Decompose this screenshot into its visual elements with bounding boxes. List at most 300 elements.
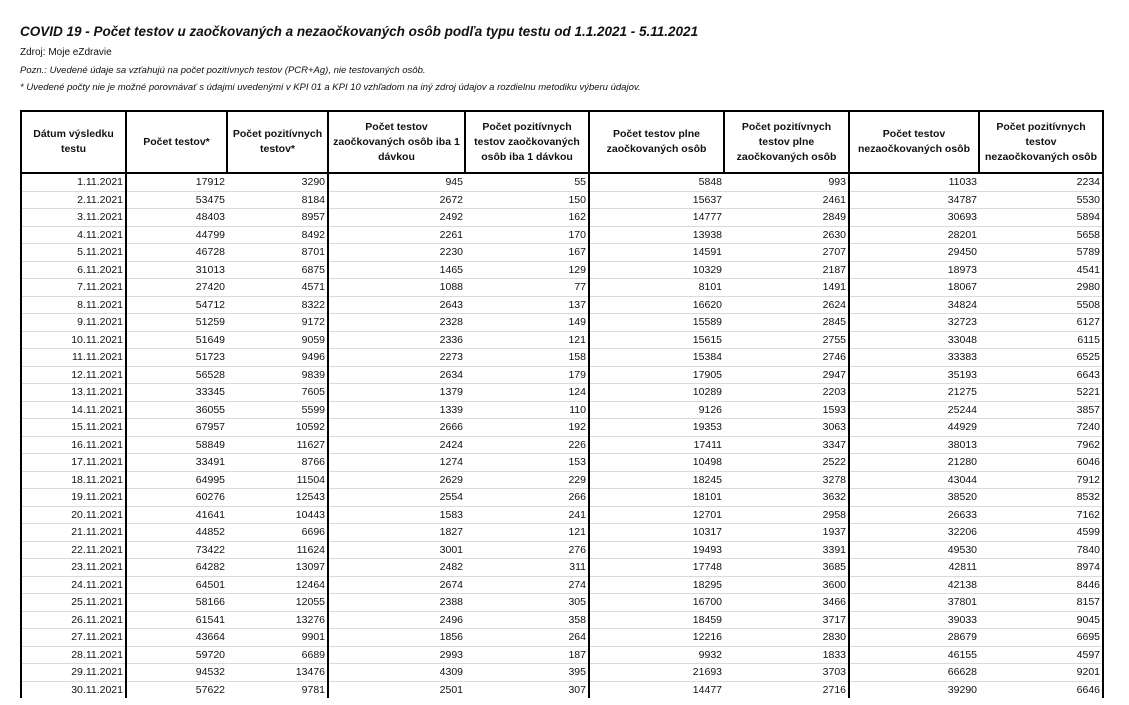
cell-tests-full: 21693 [589,664,724,682]
cell-positive-one-dose: 229 [465,471,589,489]
cell-positive-unvaccinated: 5508 [979,296,1103,314]
cell-positive: 10443 [227,506,328,524]
cell-positive-unvaccinated: 9201 [979,664,1103,682]
cell-positive: 3290 [227,173,328,191]
cell-tests: 58166 [126,594,227,612]
cell-positive-one-dose: 187 [465,646,589,664]
cell-positive-full: 1937 [724,524,849,542]
cell-tests-one-dose: 1379 [328,384,465,402]
table-row [21,506,1103,524]
note-line: Pozn.: Uvedené údaje sa vzťahujú na počet pozitívnych testov (PCR+Ag), nie testovaných osôb. [20,65,426,76]
cell-date: 15.11.2021 [21,419,126,437]
table-row [21,436,1103,454]
cell-positive-unvaccinated: 4599 [979,524,1103,542]
cell-tests-one-dose: 2388 [328,594,465,612]
cell-positive: 4571 [227,279,328,297]
cell-tests-full: 5848 [589,173,724,191]
column-header-tests-unvaccinated: Počet testov nezaočkovaných osôb [849,111,979,173]
cell-tests-one-dose: 2482 [328,559,465,577]
cell-tests-one-dose: 2501 [439,683,463,696]
cell-date: 26.11.2021 [21,611,126,629]
cell-tests: 51259 [126,314,227,332]
cell-tests-full: 10317 [589,524,724,542]
cell-date: 14.11.2021 [21,401,126,419]
cell-positive-unvaccinated: 5530 [979,191,1103,209]
cell-tests-unvaccinated: 32723 [849,314,979,332]
cell-positive-unvaccinated: 6525 [979,349,1103,367]
cell-positive-one-dose: 55 [465,173,589,191]
cell-date: 5.11.2021 [21,244,126,262]
cell-date: 19.11.2021 [21,489,126,507]
cell-positive-one-dose: 266 [465,489,589,507]
cell-tests: 73422 [126,541,227,559]
cell-tests-one-dose: 1465 [328,261,465,279]
cell-tests-full: 18101 [589,489,724,507]
cell-positive-one-dose: 264 [465,629,589,647]
cell-positive-one-dose: 274 [465,576,589,594]
cell-positive-unvaccinated: 8532 [979,489,1103,507]
cell-positive: 6689 [227,646,328,664]
table-row [21,681,1103,698]
column-header-date: Dátum výsledku testu [21,111,126,173]
cell-positive: 8766 [227,454,328,472]
cell-tests: 61541 [126,611,227,629]
cell-tests-unvaccinated: 42811 [849,559,979,577]
table-row [21,594,1103,612]
cell-positive: 13276 [227,611,328,629]
cell-tests-one-dose: 1088 [328,279,465,297]
cell-positive-full: 3632 [724,489,849,507]
cell-tests-one-dose: 2492 [328,209,465,227]
cell-positive-full: 2830 [724,629,849,647]
cell-positive-full: 3466 [724,594,849,612]
cell-tests-full: 13938 [589,226,724,244]
cell-positive-unvaccinated: 7840 [979,541,1103,559]
cell-tests-unvaccinated: 28679 [849,629,979,647]
cell-positive: 11624 [227,541,328,559]
cell-positive-one-dose: 137 [465,296,589,314]
cell-positive-one-dose: 124 [465,384,589,402]
cell-positive-full: 3685 [724,559,849,577]
cell-positive-unvaccinated: 6127 [979,314,1103,332]
cell-positive-full: 2716 [724,681,849,698]
cell-tests: 27420 [126,279,227,297]
cell-tests: 57622 [195,683,225,696]
cell-date: 13.11.2021 [21,384,126,402]
table-row [21,541,1103,559]
cell-tests: 60276 [126,489,227,507]
cell-positive-unvaccinated: 3857 [979,401,1103,419]
cell-positive-one-dose: 167 [465,244,589,262]
cell-positive: 10592 [227,419,328,437]
cell-tests-full: 12216 [589,629,724,647]
cell-date: 29.11.2021 [21,664,126,682]
cell-tests-one-dose: 2666 [328,419,465,437]
cell-tests: 43664 [126,629,227,647]
cell-positive-full: 1833 [724,646,849,664]
cell-positive-unvaccinated: 8446 [979,576,1103,594]
column-header-tests-one-dose: Počet testov zaočkovaných osôb iba 1 dávkou [328,111,465,173]
cell-positive: 13097 [227,559,328,577]
cell-tests-full: 12701 [589,506,724,524]
cell-tests-full: 18459 [589,611,724,629]
cell-tests-unvaccinated: 44929 [849,419,979,437]
cell-tests-full: 18295 [589,576,724,594]
cell-date: 24.11.2021 [21,576,126,594]
cell-tests-one-dose: 1274 [328,454,465,472]
cell-positive-unvaccinated: 6046 [979,454,1103,472]
cell-tests: 44852 [126,524,227,542]
cell-tests-full: 15589 [589,314,724,332]
cell-positive-unvaccinated: 9045 [979,611,1103,629]
cell-positive-full: 3347 [724,436,849,454]
cell-positive: 6696 [227,524,328,542]
cell-positive-one-dose: 395 [465,664,589,682]
cell-tests-full: 8101 [589,279,724,297]
cell-date: 2.11.2021 [21,191,126,209]
cell-tests-one-dose: 2273 [328,349,465,367]
column-header-tests-full: Počet testov plne zaočkovaných osôb [589,111,724,173]
cell-positive-full: 2849 [724,209,849,227]
cell-date: 8.11.2021 [21,296,126,314]
source-line: Zdroj: Moje eZdravie [20,47,112,58]
cell-positive: 12464 [227,576,328,594]
cell-positive-full: 3063 [724,419,849,437]
cell-tests-unvaccinated: 18067 [849,279,979,297]
cell-positive-full: 2203 [724,384,849,402]
cell-tests-one-dose: 2634 [328,366,465,384]
cell-positive-full: 2845 [724,314,849,332]
cell-tests: 56528 [126,366,227,384]
cell-tests-unvaccinated: 28201 [849,226,979,244]
cell-date: 30.11.2021 [21,681,126,698]
cell-tests: 94532 [126,664,227,682]
cell-tests-unvaccinated: 30693 [849,209,979,227]
cell-positive: 12543 [227,489,328,507]
cell-tests-one-dose: 1339 [328,401,465,419]
table-row [21,244,1103,262]
cell-tests-full: 10498 [589,454,724,472]
table-row [21,209,1103,227]
cell-positive: 9901 [227,629,328,647]
cell-positive: 11627 [227,436,328,454]
cell-date: 28.11.2021 [21,646,126,664]
cell-date: 23.11.2021 [21,559,126,577]
table-body [21,173,1103,698]
table-row [21,629,1103,647]
cell-tests: 64282 [126,559,227,577]
cell-positive-one-dose: 307 [465,681,589,698]
table-row [21,646,1103,664]
cell-tests-one-dose: 945 [328,173,465,191]
cell-tests: 33345 [126,384,227,402]
cell-positive-full: 2958 [724,506,849,524]
cell-date: 17.11.2021 [21,454,126,472]
cell-positive-unvaccinated: 6695 [979,629,1103,647]
cell-positive-unvaccinated: 5221 [979,384,1103,402]
cell-date: 10.11.2021 [21,331,126,349]
cell-positive-full: 3703 [724,664,849,682]
cell-positive: 7605 [227,384,328,402]
cell-positive-unvaccinated: 8157 [979,594,1103,612]
data-table [20,110,1104,698]
cell-positive-unvaccinated: 6646 [979,681,1103,698]
cell-tests-unvaccinated: 29450 [849,244,979,262]
cell-positive-one-dose: 192 [465,419,589,437]
cell-tests-unvaccinated: 18973 [849,261,979,279]
table-row [21,279,1103,297]
cell-positive: 12055 [227,594,328,612]
cell-tests: 59720 [126,646,227,664]
cell-date: 20.11.2021 [21,506,126,524]
cell-tests-unvaccinated: 34824 [849,296,979,314]
cell-tests-unvaccinated: 34787 [849,191,979,209]
cell-positive-full: 2522 [724,454,849,472]
cell-positive-unvaccinated: 7962 [979,436,1103,454]
cell-tests-one-dose: 2672 [328,191,465,209]
cell-positive-full: 3600 [724,576,849,594]
table-row [21,524,1103,542]
table-row [21,191,1103,209]
cell-positive-unvaccinated: 2234 [979,173,1103,191]
cell-tests-full: 17905 [589,366,724,384]
column-header-positive-full: Počet pozitívnych testov plne zaočkovaných osôb [724,111,849,173]
cell-date: 27.11.2021 [21,629,126,647]
table-row [21,173,1103,191]
cell-tests-unvaccinated: 38013 [849,436,979,454]
cell-tests: 54712 [126,296,227,314]
cell-tests: 58849 [126,436,227,454]
cell-positive-one-dose: 276 [465,541,589,559]
cell-tests-full: 18245 [589,471,724,489]
cell-positive-one-dose: 226 [465,436,589,454]
cell-tests-one-dose: 2261 [328,226,465,244]
cell-tests: 51723 [126,349,227,367]
column-header-positive-unvaccinated: Počet pozitívnych testov nezaočkovaných osôb [979,111,1103,173]
cell-positive-unvaccinated: 8974 [979,559,1103,577]
cell-positive-full: 2624 [724,296,849,314]
cell-tests-full: 19493 [589,541,724,559]
page-title: COVID 19 - Počet testov u zaočkovaných a nezaočkovaných osôb podľa typu testu od 1.1.2021 - 5.11.2021 [20,24,699,39]
cell-tests-unvaccinated: 25244 [849,401,979,419]
cell-date: 6.11.2021 [21,261,126,279]
cell-positive-unvaccinated: 7912 [979,471,1103,489]
cell-positive: 9781 [227,681,328,698]
cell-tests-unvaccinated: 11033 [849,173,979,191]
cell-positive-one-dose: 358 [465,611,589,629]
cell-tests: 51649 [126,331,227,349]
cell-tests: 41641 [126,506,227,524]
cell-tests: 33491 [126,454,227,472]
cell-tests-full: 10329 [589,261,724,279]
table-row [21,611,1103,629]
cell-tests-unvaccinated: 32206 [849,524,979,542]
cell-date: 3.11.2021 [21,209,126,227]
cell-positive: 9839 [227,366,328,384]
cell-positive-unvaccinated: 7240 [979,419,1103,437]
cell-positive-one-dose: 179 [465,366,589,384]
cell-tests-full: 16620 [589,296,724,314]
cell-tests-one-dose: 2230 [328,244,465,262]
cell-positive: 8322 [227,296,328,314]
disclaimer-line: * Uvedené počty nie je možné porovnávať s údajmi uvedenými v KPI 01 a KPI 10 vzhľadom na iný zdroj údajov a rozdielnu metodiku výberu údajov. [20,82,641,93]
cell-positive-unvaccinated: 5894 [979,209,1103,227]
table-row [21,366,1103,384]
cell-tests-unvaccinated: 26633 [849,506,979,524]
cell-positive-one-dose: 121 [465,524,589,542]
cell-date: 22.11.2021 [21,541,126,559]
table-row [21,401,1103,419]
cell-positive-one-dose: 311 [465,559,589,577]
column-header-positive-one-dose: Počet pozitívnych testov zaočkovaných osôb iba 1 dávkou [465,111,589,173]
cell-positive-unvaccinated: 4541 [979,261,1103,279]
cell-positive-one-dose: 153 [465,454,589,472]
cell-positive-one-dose: 150 [465,191,589,209]
table-header-row [21,111,1103,173]
cell-positive-one-dose: 149 [465,314,589,332]
cell-positive-full: 2755 [724,331,849,349]
cell-date: 7.11.2021 [21,279,126,297]
cell-tests: 36055 [126,401,227,419]
cell-positive-full: 3717 [724,611,849,629]
cell-tests-unvaccinated: 38520 [849,489,979,507]
cell-tests: 44799 [126,226,227,244]
cell-positive-one-dose: 121 [465,331,589,349]
cell-positive: 9496 [227,349,328,367]
cell-positive-full: 2947 [724,366,849,384]
table-row [21,226,1103,244]
cell-date: 12.11.2021 [21,366,126,384]
cell-positive-full: 2630 [724,226,849,244]
cell-tests-one-dose: 2496 [328,611,465,629]
cell-positive-unvaccinated: 5658 [979,226,1103,244]
cell-tests-one-dose: 1583 [328,506,465,524]
cell-positive-full: 2746 [724,349,849,367]
cell-tests-one-dose: 2674 [328,576,465,594]
cell-tests: 64995 [126,471,227,489]
cell-tests-one-dose: 1856 [328,629,465,647]
cell-tests-full: 9932 [589,646,724,664]
cell-positive-one-dose: 158 [465,349,589,367]
table-row [21,664,1103,682]
cell-tests-one-dose: 2424 [328,436,465,454]
cell-positive: 8957 [227,209,328,227]
cell-tests: 53475 [126,191,227,209]
cell-positive: 8701 [227,244,328,262]
cell-tests-unvaccinated: 33048 [849,331,979,349]
cell-tests-one-dose: 4309 [328,664,465,682]
cell-tests: 46728 [126,244,227,262]
cell-tests-unvaccinated: 21275 [849,384,979,402]
cell-tests-unvaccinated: 49530 [849,541,979,559]
cell-date: 1.11.2021 [21,173,126,191]
cell-tests-one-dose: 2993 [328,646,465,664]
cell-tests-unvaccinated: 33383 [849,349,979,367]
cell-tests-full: 10289 [589,384,724,402]
cell-tests-unvaccinated: 21280 [849,454,979,472]
cell-positive: 6875 [227,261,328,279]
cell-tests-one-dose: 2336 [328,331,465,349]
cell-positive: 8492 [227,226,328,244]
cell-date: 21.11.2021 [21,524,126,542]
cell-positive: 5599 [227,401,328,419]
table-row [21,489,1103,507]
cell-date: 16.11.2021 [21,436,126,454]
cell-positive-unvaccinated: 5789 [979,244,1103,262]
cell-tests-unvaccinated: 37801 [849,594,979,612]
table-row [21,349,1103,367]
cell-tests-full: 14777 [589,209,724,227]
cell-tests-full: 15615 [589,331,724,349]
cell-tests: 64501 [126,576,227,594]
cell-tests-full: 9126 [589,401,724,419]
cell-tests-full: 15637 [589,191,724,209]
cell-tests: 17912 [126,173,227,191]
table-row [21,471,1103,489]
table-row [21,559,1103,577]
cell-tests-one-dose: 2643 [328,296,465,314]
cell-date: 11.11.2021 [21,349,126,367]
cell-tests-full: 16700 [589,594,724,612]
cell-positive-one-dose: 241 [465,506,589,524]
cell-tests-full: 14477 [692,683,722,696]
cell-tests-full: 19353 [589,419,724,437]
cell-positive-full: 3278 [724,471,849,489]
table-row [21,419,1103,437]
cell-positive-one-dose: 162 [465,209,589,227]
cell-positive-one-dose: 170 [465,226,589,244]
cell-positive-unvaccinated: 2980 [979,279,1103,297]
cell-positive-one-dose: 305 [465,594,589,612]
cell-tests-unvaccinated: 46155 [849,646,979,664]
table-row [21,296,1103,314]
cell-positive-full: 2707 [724,244,849,262]
cell-positive-full: 2187 [724,261,849,279]
cell-tests-unvaccinated: 35193 [849,366,979,384]
cell-tests-unvaccinated: 43044 [849,471,979,489]
column-header-positive: Počet pozitívnych testov* [227,111,328,173]
cell-tests-full: 17411 [589,436,724,454]
cell-tests-unvaccinated: 66628 [849,664,979,682]
cell-tests-one-dose: 2328 [328,314,465,332]
cell-positive: 13476 [227,664,328,682]
table-row [21,331,1103,349]
column-header-tests: Počet testov* [126,111,227,173]
table-row [21,576,1103,594]
cell-positive: 9059 [227,331,328,349]
cell-positive-full: 993 [724,173,849,191]
cell-positive-unvaccinated: 6643 [979,366,1103,384]
cell-positive-full: 2461 [724,191,849,209]
cell-positive-one-dose: 110 [465,401,589,419]
cell-tests: 48403 [126,209,227,227]
cell-tests-unvaccinated: 42138 [849,576,979,594]
data-table-container [20,110,1102,696]
cell-positive-one-dose: 129 [465,261,589,279]
cell-positive: 11504 [227,471,328,489]
cell-tests-one-dose: 3001 [328,541,465,559]
cell-positive-full: 1593 [724,401,849,419]
cell-positive-unvaccinated: 6115 [979,331,1103,349]
cell-positive-unvaccinated: 4597 [979,646,1103,664]
cell-date: 9.11.2021 [21,314,126,332]
table-row [21,314,1103,332]
table-row [21,454,1103,472]
cell-tests-unvaccinated: 39290 [947,683,977,696]
cell-positive: 8184 [227,191,328,209]
cell-positive-full: 1491 [724,279,849,297]
cell-positive-one-dose: 77 [465,279,589,297]
